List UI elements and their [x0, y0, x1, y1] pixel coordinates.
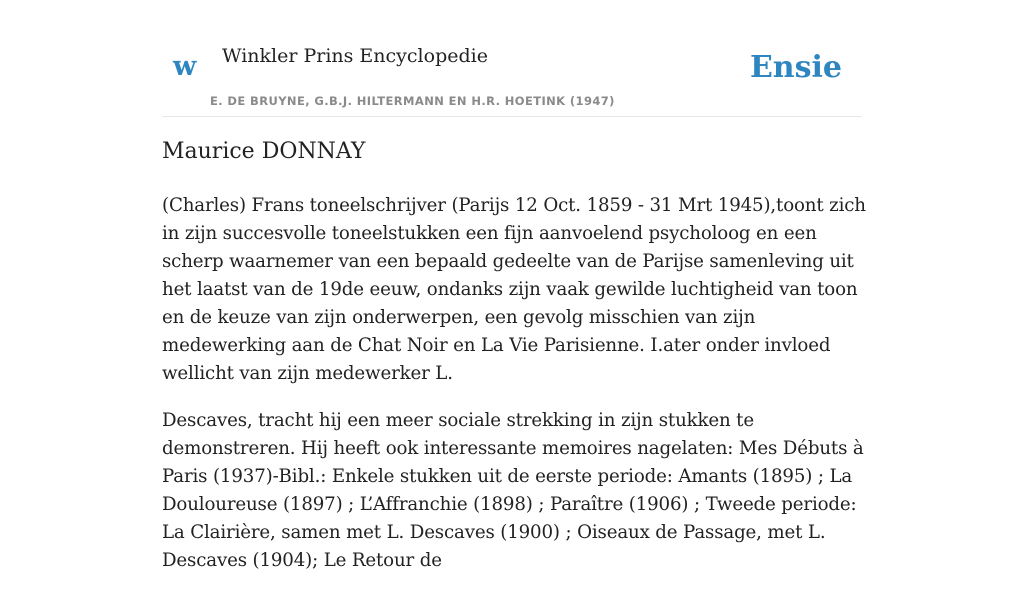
source-header — [162, 36, 862, 117]
entry-paragraph: Descaves, tracht hij een meer sociale strekking in zijn stukken te demonstreren. Hij heeft ook interessante memoires nagelaten: Mes Débuts à Paris (1937)-Bibl.: Enkele stukken uit de eerste periode: Amants (1895) ; La Douloureuse (1897) ; L’Affranchie (1898) ; Paraître (1906) ; Tweede periode: La Clairière, samen met L. Descaves (1900) ; Oiseaux de Passage, met L. Descaves (1904); Le Retour de — [162, 410, 864, 571]
entry-title: Maurice DONNAY — [162, 139, 366, 164]
entry-paragraph: (Charles) Frans toneelschrijver (Parijs 12 Oct. 1859 - 31 Mrt 1945),toont zich in zijn succesvolle toneelstukken een fijn aanvoelend psycholoog en een scherp waarnemer van een bepaald gedeelte van de Parijse samenleving uit het laatst van de 19de eeuw, ondanks zijn vaak gewilde luchtigheid van toon en de keuze van zijn onderwerpen, een gevolg misschien van zijn medewerking aan de Chat Noir en La Vie Parisienne. I.ater onder invloed wellicht van zijn medewerker L. — [162, 195, 866, 384]
source-title[interactable]: Winkler Prins Encyclopedie — [222, 45, 488, 67]
source-logo-icon[interactable]: w — [173, 51, 197, 82]
ensie-brand-link[interactable]: Ensie — [749, 50, 842, 85]
entry-body — [162, 192, 867, 594]
source-authors: E. DE BRUYNE, G.B.J. HILTERMANN EN H.R. HOETINK (1947) — [210, 94, 615, 108]
